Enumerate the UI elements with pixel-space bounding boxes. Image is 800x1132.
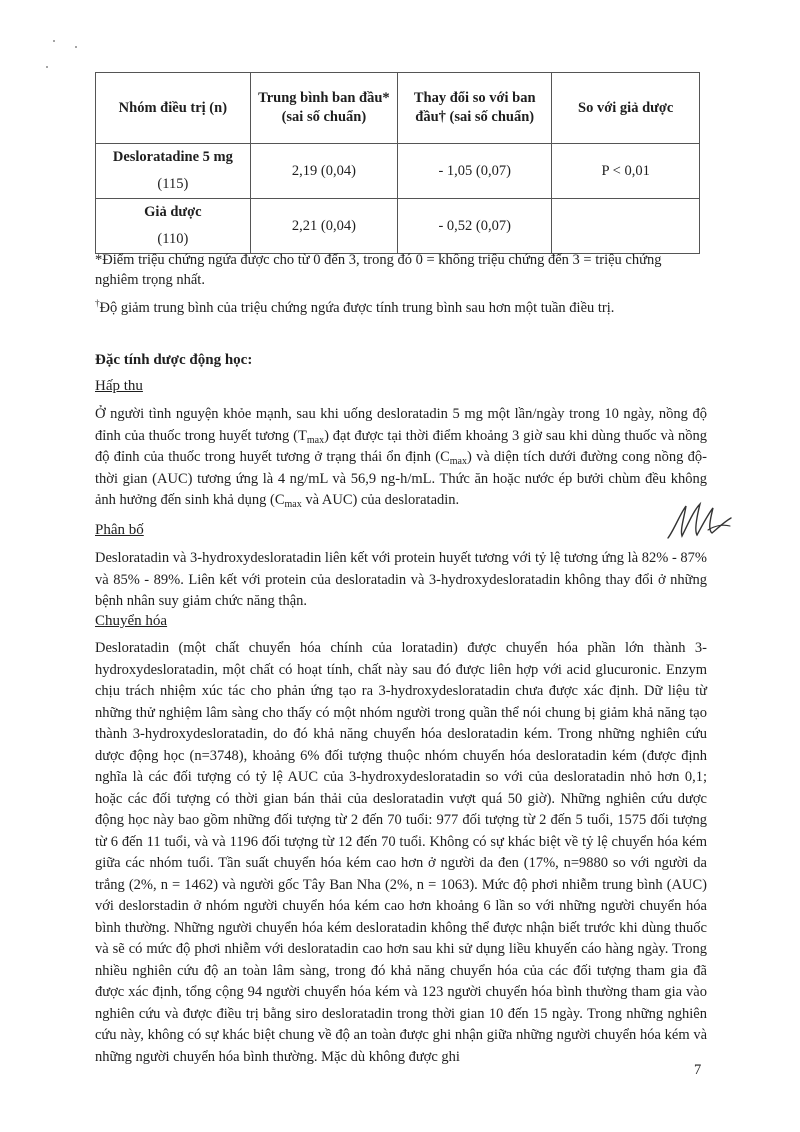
header-baseline-mean: Trung bình ban đầu* (sai số chuẩn) bbox=[250, 73, 397, 144]
subscript-max: max bbox=[449, 456, 467, 467]
header-vs-placebo: So với giả dược bbox=[552, 73, 700, 144]
scan-speck bbox=[46, 66, 48, 68]
cell-change: - 0,52 (0,07) bbox=[398, 199, 552, 254]
distribution-paragraph: Desloratadin và 3-hydroxydesloratadin liên kết với protein huyết tương với tỷ lệ tương ứng là 82% - 87% và 85% - 89%. Liên kết với protein của desloratadin và 3-hydroxydesloratadin không thay đổi ở những bệnh nhân suy giảm chức năng thận. bbox=[95, 550, 707, 609]
absorption-heading: Hấp thu bbox=[95, 378, 143, 394]
footnote-dagger-text: Độ giảm trung bình của triệu chứng ngứa được tính trung bình sau hơn một tuần điều trị. bbox=[99, 300, 615, 316]
table-row bbox=[96, 144, 700, 199]
absorption-text-d: và AUC) của desloratadin. bbox=[301, 492, 460, 508]
cell-group bbox=[96, 144, 251, 199]
group-count: (115) bbox=[157, 176, 189, 192]
cell-group bbox=[96, 199, 251, 254]
page-number: 7 bbox=[694, 1062, 702, 1078]
footnote-dagger bbox=[95, 298, 705, 318]
subscript-max: max bbox=[306, 434, 325, 446]
cell-vs-placebo bbox=[552, 199, 700, 254]
cell-baseline: 2,21 (0,04) bbox=[250, 199, 397, 254]
group-name: Giả dược bbox=[144, 204, 202, 220]
dagger-mark: † bbox=[95, 298, 100, 308]
table-row bbox=[96, 199, 700, 254]
absorption-text-b: ) đạt được tại thời điểm khoảng 3 giờ sau khi dùng thuốc và nồng độ đỉnh của thuốc trong huyết tương ở trạng thái ổn định (C bbox=[95, 427, 707, 465]
absorption-text-a: Ở người tình nguyện khỏe mạnh, sau khi uống desloratadin 5 mg một lần/ngày trong 10 ngày, nồng độ đỉnh của thuốc trong huyết tương (T bbox=[95, 406, 707, 444]
scan-speck bbox=[53, 40, 55, 42]
cell-vs-placebo: P < 0,01 bbox=[552, 144, 700, 199]
scan-speck bbox=[75, 46, 77, 48]
efficacy-table bbox=[95, 72, 700, 254]
metabolism-heading: Chuyển hóa bbox=[95, 613, 168, 629]
group-name: Desloratadine 5 mg bbox=[112, 149, 233, 165]
table-header-row bbox=[96, 73, 700, 144]
distribution-heading: Phân bố bbox=[95, 522, 144, 538]
handwritten-signature bbox=[664, 500, 734, 542]
header-change-from-baseline: Thay đổi so với ban đầu† (sai số chuẩn) bbox=[398, 73, 552, 144]
section-title: Đặc tính dược động học: bbox=[95, 352, 253, 368]
cell-change: - 1,05 (0,07) bbox=[398, 144, 552, 199]
header-treatment-group: Nhóm điều trị (n) bbox=[96, 73, 251, 144]
absorption-text-c: ) và diện tích dưới đường cong nồng độ-thời gian (AUC) tương ứng là 4 ng/mL và 56,9 ng-h/mL. Thức ăn hoặc nước ép bưởi chùm đều không ảnh hưởng đến sinh khả dụng (C bbox=[95, 449, 707, 508]
absorption-paragraph bbox=[95, 404, 707, 512]
group-count: (110) bbox=[157, 231, 189, 247]
metabolism-paragraph: Desloratadin (một chất chuyển hóa chính của loratadin) được chuyển hóa phần lớn thành 3-hydroxydesloratadin, một chất có hoạt tính, chất này sau đó được liên hợp với acid glucuronic. Enzym chịu trách nhiệm xúc tác cho phản ứng tạo ra 3-hydroxydesloratadin chưa được xác định. Dữ liệu từ những thử nghiệm lâm sàng cho thấy có một nhóm người trong quần thể nói chung bị giảm khả năng tạo thành 3-hydroxydesloratadin, do đó khả năng chuyển hóa desloratadin kém. Trong những nghiên cứu dược động học (n=3748), khoảng 6% đối tượng thuộc nhóm chuyển hóa desloratadin kém (được định nghĩa là các đối tượng có tỷ lệ AUC của 3-hydroxydesloratadin so với của desloratadin nhỏ hơn 0,1; hoặc các đối tượng có thời gian bán thải của desloratadin vượt quá 50 giờ). Những nghiên cứu dược động học này bao gồm những đối tượng từ 2 đến 70 tuổi: 977 đối tượng từ 2 đến 5 tuổi, 1575 đối tượng từ 6 đến 11 tuổi, và và 1196 đối tượng từ 12 đến 70 tuổi. Không có sự khác biệt về tỷ lệ chuyển hóa kém giữa các nhóm tuổi. Tần suất chuyển hóa kém cao hơn ở người da đen (17%, n=9880 so với người da trắng (2%, n = 1462) và người gốc Tây Ban Nha (2%, n = 1063). Mức độ phơi nhiễm trung bình (AUC) với deslorstadin ở nhóm người chuyển hóa kém cao hơn khoảng 6 lần so với những người chuyển hóa bình thường. Những người chuyển hóa kém desloratadin không thể được nhận biết trước khi dùng thuốc và sẽ có mức độ phơi nhiễm với desloratadin cao hơn sau khi sử dụng liều khuyến cáo hàng ngày. Trong nhiều nghiên cứu độ an toàn lâm sàng, trong đó khả năng chuyển hóa của các đối tượng tham gia đã được xác định, tổng cộng 94 người chuyển hóa kém và 123 người chuyển hóa bình thường tham gia vào nghiên cứu và được điều trị bằng siro desloratadin trong thời gian 10 đến 15 ngày. Trong những nghiên cứu này, không có sự khác biệt chung về độ an toàn được ghi nhận giữa những người chuyển hóa kém và những người chuyển hóa bình thường. Mặc dù không được ghi bbox=[95, 640, 707, 1065]
footnote-star: *Điểm triệu chứng ngứa được cho từ 0 đến 3, trong đó 0 = không triệu chứng đến 3 = triệu chứng nghiêm trọng nhất. bbox=[95, 252, 662, 288]
cell-baseline: 2,19 (0,04) bbox=[250, 144, 397, 199]
subscript-max: max bbox=[284, 499, 302, 510]
